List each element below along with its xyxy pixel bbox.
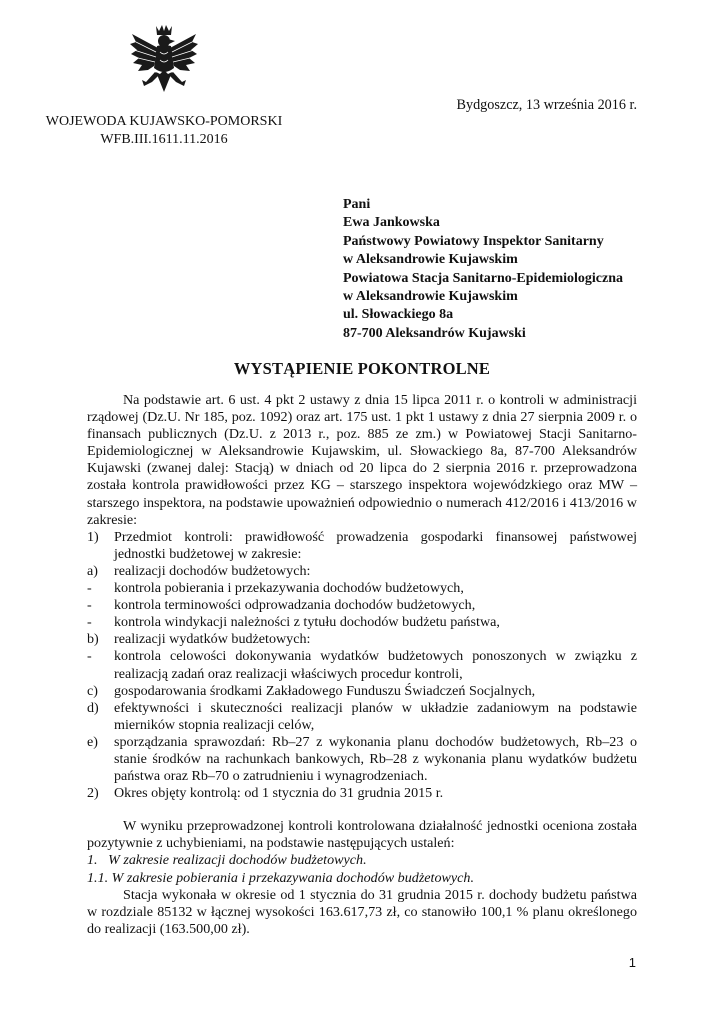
list-item (87, 580, 637, 597)
list-item-text: realizacji wydatków budżetowych: (114, 631, 311, 648)
list-item-text: sporządzania sprawozdań: Rb–27 z wykonania planu dochodów budżetowych, Rb–23 o stanie środków na rachunkach bankowych, Rb–28 z wykonania planu wydatków budżetu państwa oraz Rb–70 o zatrudnieniu i wynagrodzeniach. (114, 733, 637, 785)
list-item (87, 563, 637, 580)
list-marker: b) (87, 631, 99, 648)
list-item (87, 734, 637, 785)
addressee-line: 87-700 Aleksandrów Kujawski (343, 325, 526, 341)
list-item (87, 785, 637, 802)
section-heading: 1. W zakresie realizacji dochodów budżetowych. (87, 852, 367, 869)
list-marker: c) (87, 682, 98, 699)
issuer-block (38, 113, 290, 149)
list-item (87, 648, 637, 682)
list-item (87, 631, 637, 648)
spacer (87, 802, 637, 818)
list-marker: - (87, 614, 92, 631)
list-item-text: gospodarowania środkami Zakładowego Funduszu Świadczeń Socjalnych, (114, 682, 536, 699)
list-item-text: kontrola celowości dokonywania wydatków budżetowych ponoszonych w związku z realizacją zadań oraz realizacji właściwych procedur kontroli, (114, 648, 637, 682)
place-and-date: Bydgoszcz, 13 września 2016 r. (456, 97, 637, 113)
list-item-text: kontrola terminowości odprowadzania dochodów budżetowych, (114, 597, 476, 614)
list-item-text: efektywności i skuteczności realizacji planów w układzie zadaniowym na podstawie mierników stopnia realizacji celów, (114, 699, 637, 733)
document-body (87, 392, 637, 938)
page-number: 1 (628, 955, 636, 970)
finding-paragraph: Stacja wykonała w okresie od 1 stycznia do 31 grudnia 2015 r. dochody budżetu państwa w rozdziale 85132 w łącznej wysokości 163.617,73 zł, co stanowiło 100,1 % planu określonego do realizacji (163.500,00 zł). (87, 886, 637, 937)
intro-paragraph: Na podstawie art. 6 ust. 4 pkt 2 ustawy z dnia 15 lipca 2011 r. o kontroli w administracji rządowej (Dz.U. Nr 185, poz. 1092) oraz art. 175 ust. 1 pkt 1 ustawy z dnia 27 sierpnia 2009 r. o finansach publicznych (Dz.U. z 2013 r., poz. 885 ze zm.) w Powiatowej Stacji Sanitarno-Epidemiologicznej w Aleksandrowie Kujawskim, ul. Słowackiego 8a, 87-700 Aleksandrów Kujawski (zwanej dalej: Stacją) w dniach od 20 lipca do 2 sierpnia 2016 r. przeprowadzona została kontrola prawidłowości przez KG – starszego inspektora wojewódzkiego oraz MW – starszego inspektora, na podstawie upoważnień odpowiednio o numerach 412/2016 i 413/2016 w zakresie: (87, 392, 637, 528)
list-marker: - (87, 597, 92, 614)
addressee-line: w Aleksandrowie Kujawskim (343, 289, 518, 305)
addressee-line: Pani (343, 197, 371, 212)
addressee-line: w Aleksandrowie Kujawskim (343, 252, 518, 268)
list-marker: - (87, 580, 92, 597)
subsection-heading: 1.1. W zakresie pobierania i przekazywania dochodów budżetowych. (87, 869, 475, 886)
list-marker: d) (87, 699, 99, 716)
list-item (87, 529, 637, 563)
list-item-text: Przedmiot kontroli: prawidłowość prowadzenia gospodarki finansowej państwowej jednostki budżetowej w zakresie: (114, 528, 637, 562)
list-marker: 1) (87, 528, 99, 545)
list-marker: e) (87, 733, 98, 750)
addressee-line: Powiatowa Stacja Sanitarno-Epidemiologiczna (343, 270, 623, 286)
list-item (87, 597, 637, 614)
list-marker: a) (87, 562, 98, 579)
list-item-text: Okres objęty kontrolą: od 1 stycznia do 31 grudnia 2015 r. (114, 785, 444, 802)
polish-eagle-emblem (128, 22, 200, 104)
list-item-text: kontrola pobierania i przekazywania dochodów budżetowych, (114, 580, 464, 597)
list-item (87, 614, 637, 631)
list-item (87, 700, 637, 734)
list-item-text: realizacji dochodów budżetowych: (114, 562, 311, 579)
case-reference: WFB.III.1611.11.2016 (100, 132, 228, 147)
addressee-line: Państwowy Powiatowy Inspektor Sanitarny (343, 233, 604, 249)
addressee-line: Ewa Jankowska (343, 215, 440, 231)
list-item (87, 683, 637, 700)
list-marker: - (87, 648, 92, 665)
addressee-line: ul. Słowackiego 8a (343, 307, 454, 323)
assessment-paragraph: W wyniku przeprowadzonej kontroli kontrolowana działalność jednostki oceniona została pozytywnie z uchybieniami, na podstawie następujących ustaleń: (87, 818, 637, 852)
list-item-text: kontrola windykacji należności z tytułu dochodów budżetu państwa, (114, 614, 500, 631)
document-title: WYSTĄPIENIE POKONTROLNE (233, 359, 491, 378)
addressee-block (343, 196, 623, 343)
list-marker: 2) (87, 785, 99, 802)
issuer-name: WOJEWODA KUJAWSKO-POMORSKI (45, 114, 283, 129)
